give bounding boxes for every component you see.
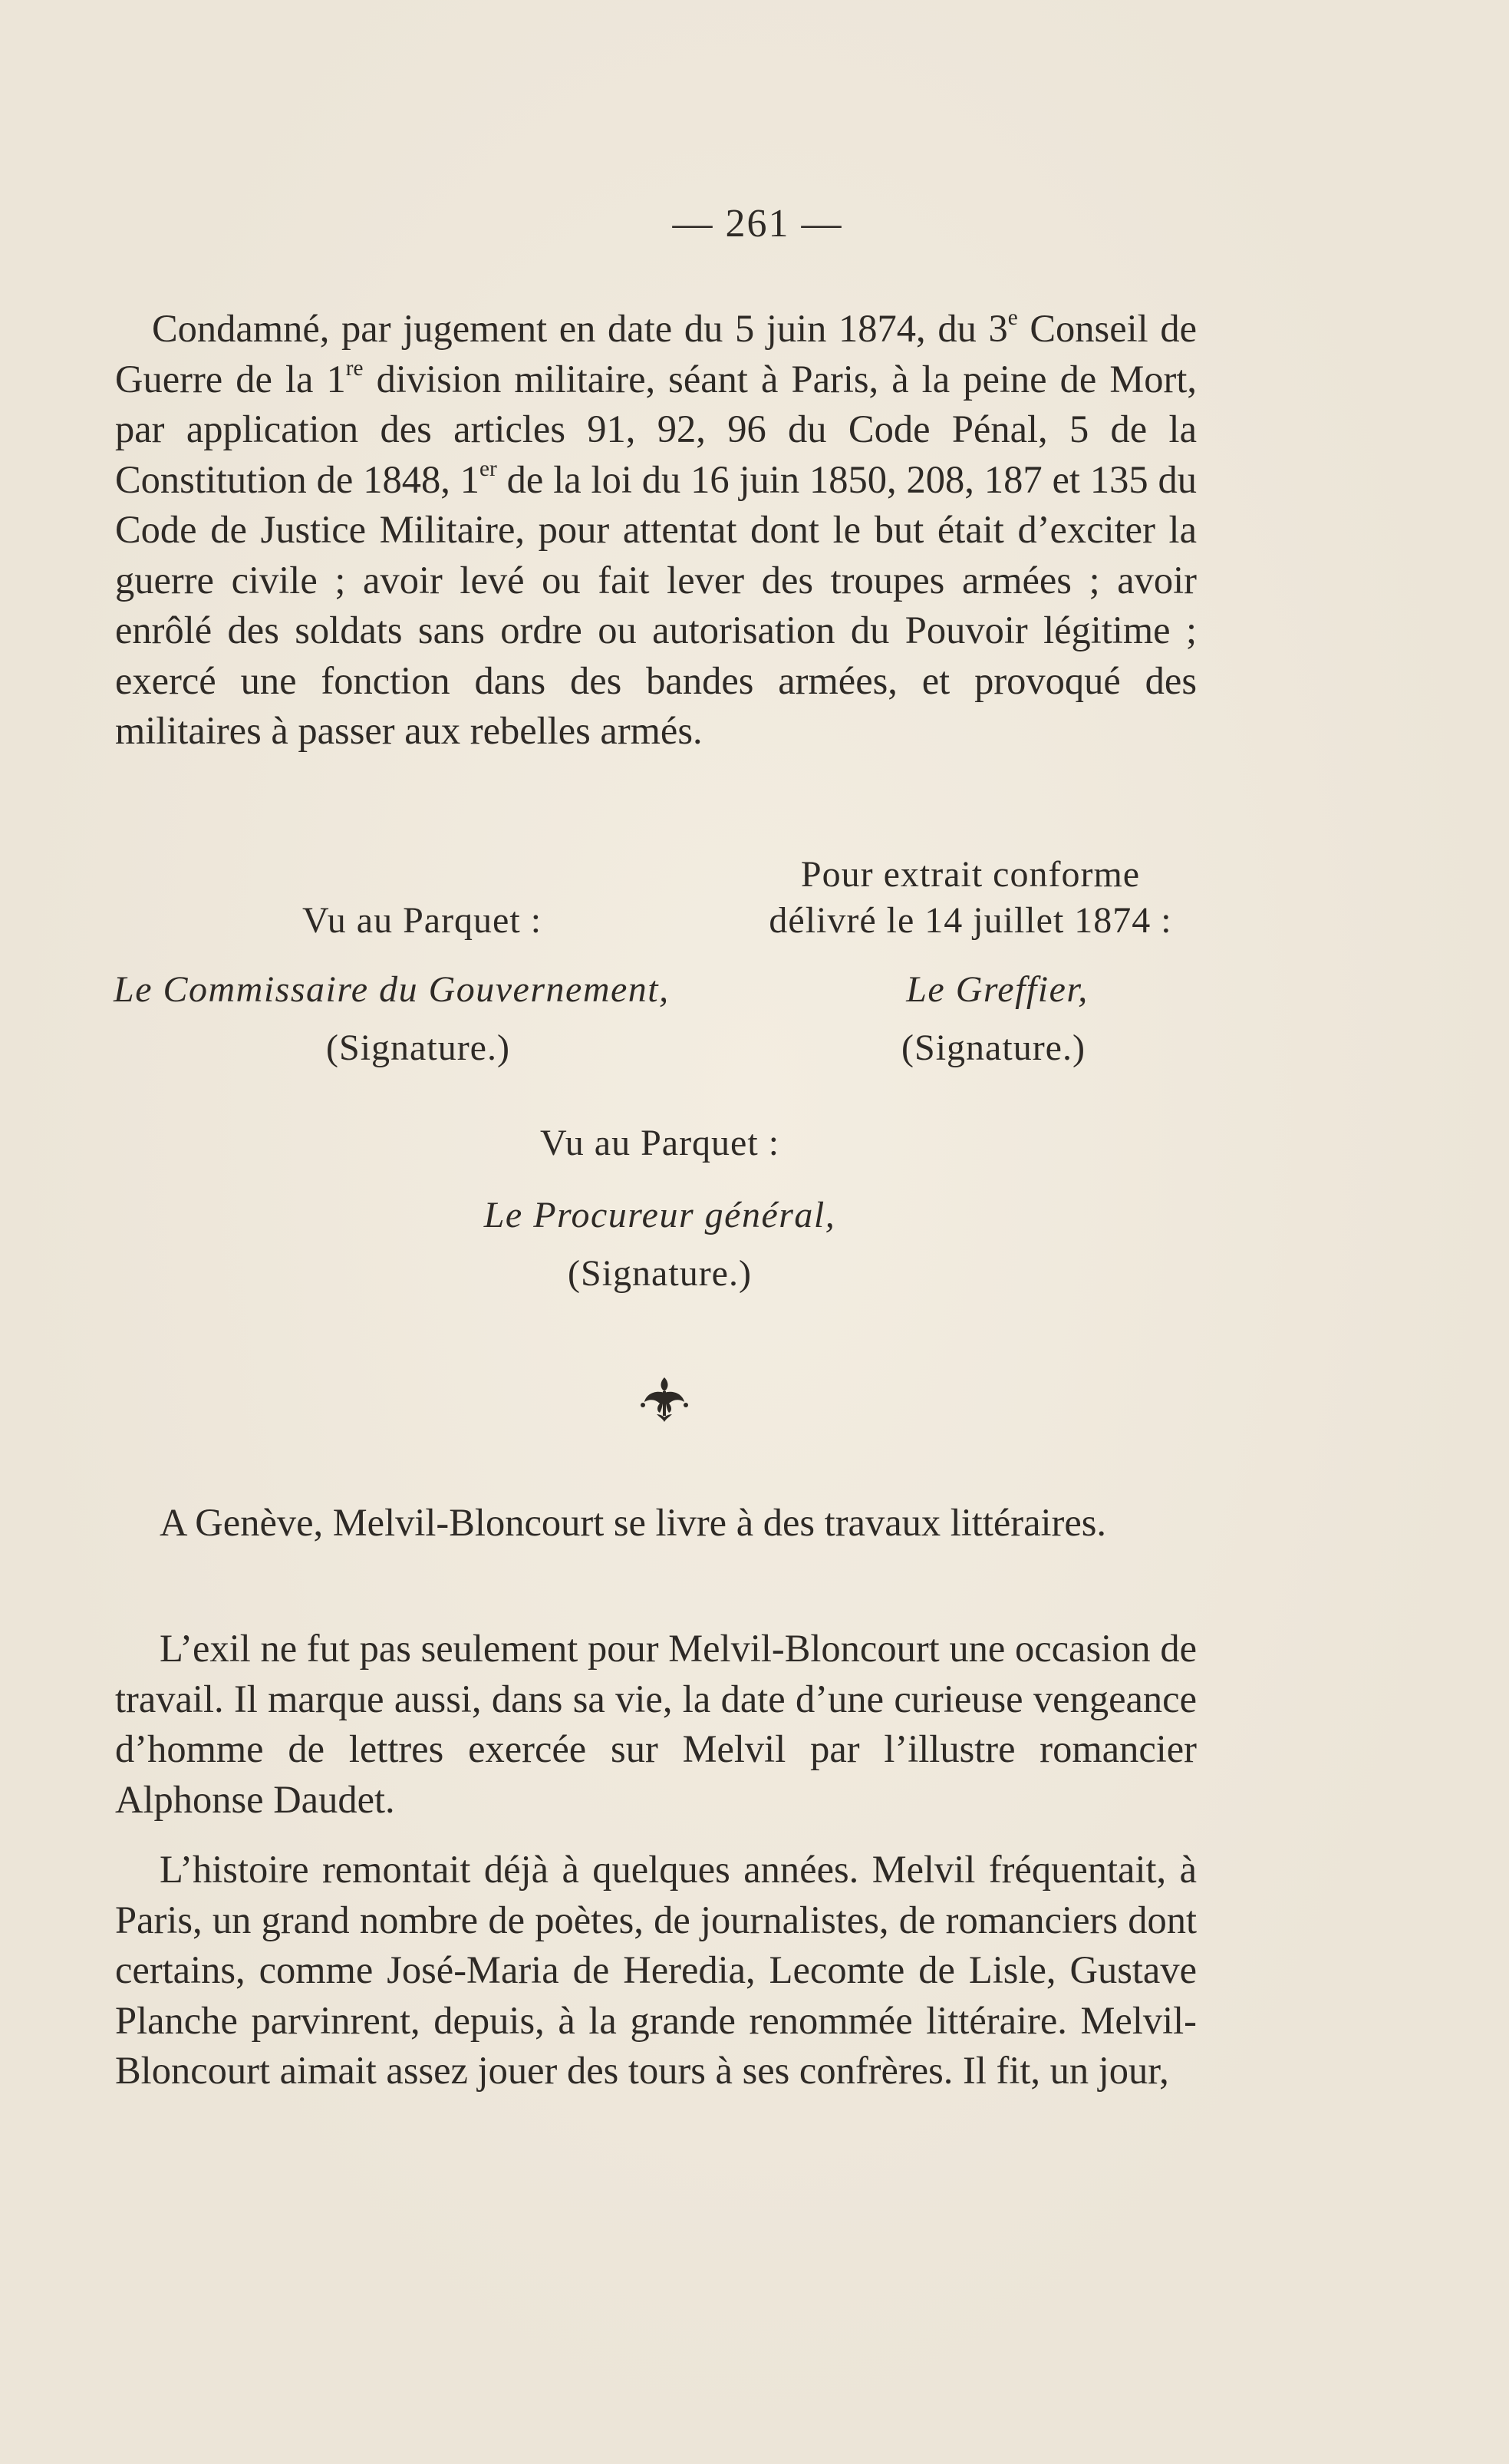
fleuron-icon — [637, 1370, 692, 1425]
parquet-label-center: Vu au Parquet : — [539, 1123, 780, 1163]
paragraph-sentence — [115, 304, 1197, 757]
paragraph-geneve: A Genève, Melvil-Bloncourt se livre à des travaux littéraires. — [160, 1501, 1107, 1544]
superscript: re — [345, 355, 364, 381]
extract-line-1: Pour extrait conforme — [800, 854, 1141, 895]
greffier-title: Le Greffier, — [906, 969, 1089, 1010]
parquet-label-left: Vu au Parquet : — [301, 900, 542, 941]
signature-greffier: (Signature.) — [901, 1027, 1086, 1068]
page-number: — 261 — — [672, 202, 843, 246]
extract-line-2: délivré le 14 juillet 1874 : — [769, 900, 1172, 941]
superscript: er — [479, 456, 497, 481]
procureur-title: Le Procureur général, — [483, 1195, 836, 1235]
sentence-text: Condamné, par jugement en date du 5 juin 1874, du 3 — [152, 307, 1008, 350]
signature-procureur: (Signature.) — [568, 1253, 752, 1294]
paragraph-histoire: L’histoire remontait déjà à quelques années. Melvil fréquentait, à Paris, un grand nombre de poètes, de journalistes, de romanciers dont certains, comme José-Maria de Heredia, Lecomte de Lisle, Gustave Planche parvinrent, depuis, à la grande renommée littéraire. Melvil-Bloncourt aimait assez jouer des tours à ses confrères. Il fit, un jour, — [115, 1848, 1197, 2092]
sentence-text: de la loi du 16 juin 1850, 208, 187 et 135 du Code de Justice Militaire, pour attentat dont le but était d’exciter la guerre civile ; avoir levé ou fait lever des troupes armées ; avoir enrôlé des soldats sans ordre ou autorisation du Pouvoir légitime ; exercé une fonction dans des bandes armées, et provoqué des militaires à passer aux rebelles armés. — [115, 457, 1197, 752]
sentence-text: division militaire, séant à Paris, à la peine de Mort, par application des articles 91, 92, 96 du Code Pénal, 5 de la Constitution de 1848, 1 — [115, 357, 1197, 501]
superscript: e — [1007, 305, 1018, 331]
sentence-text: Conseil de Guerre de la 1 — [115, 307, 1197, 401]
commissaire-title: Le Commissaire du Gouvernement, — [114, 969, 670, 1010]
signature-commissaire: (Signature.) — [326, 1027, 510, 1068]
paragraph-exil: L’exil ne fut pas seulement pour Melvil-Bloncourt une occasion de travail. Il marque aussi, dans sa vie, la date d’une curieuse vengeance d’homme de lettres exercée sur Melvil par l’illustre romancier Alphonse Daudet. — [115, 1627, 1197, 1821]
